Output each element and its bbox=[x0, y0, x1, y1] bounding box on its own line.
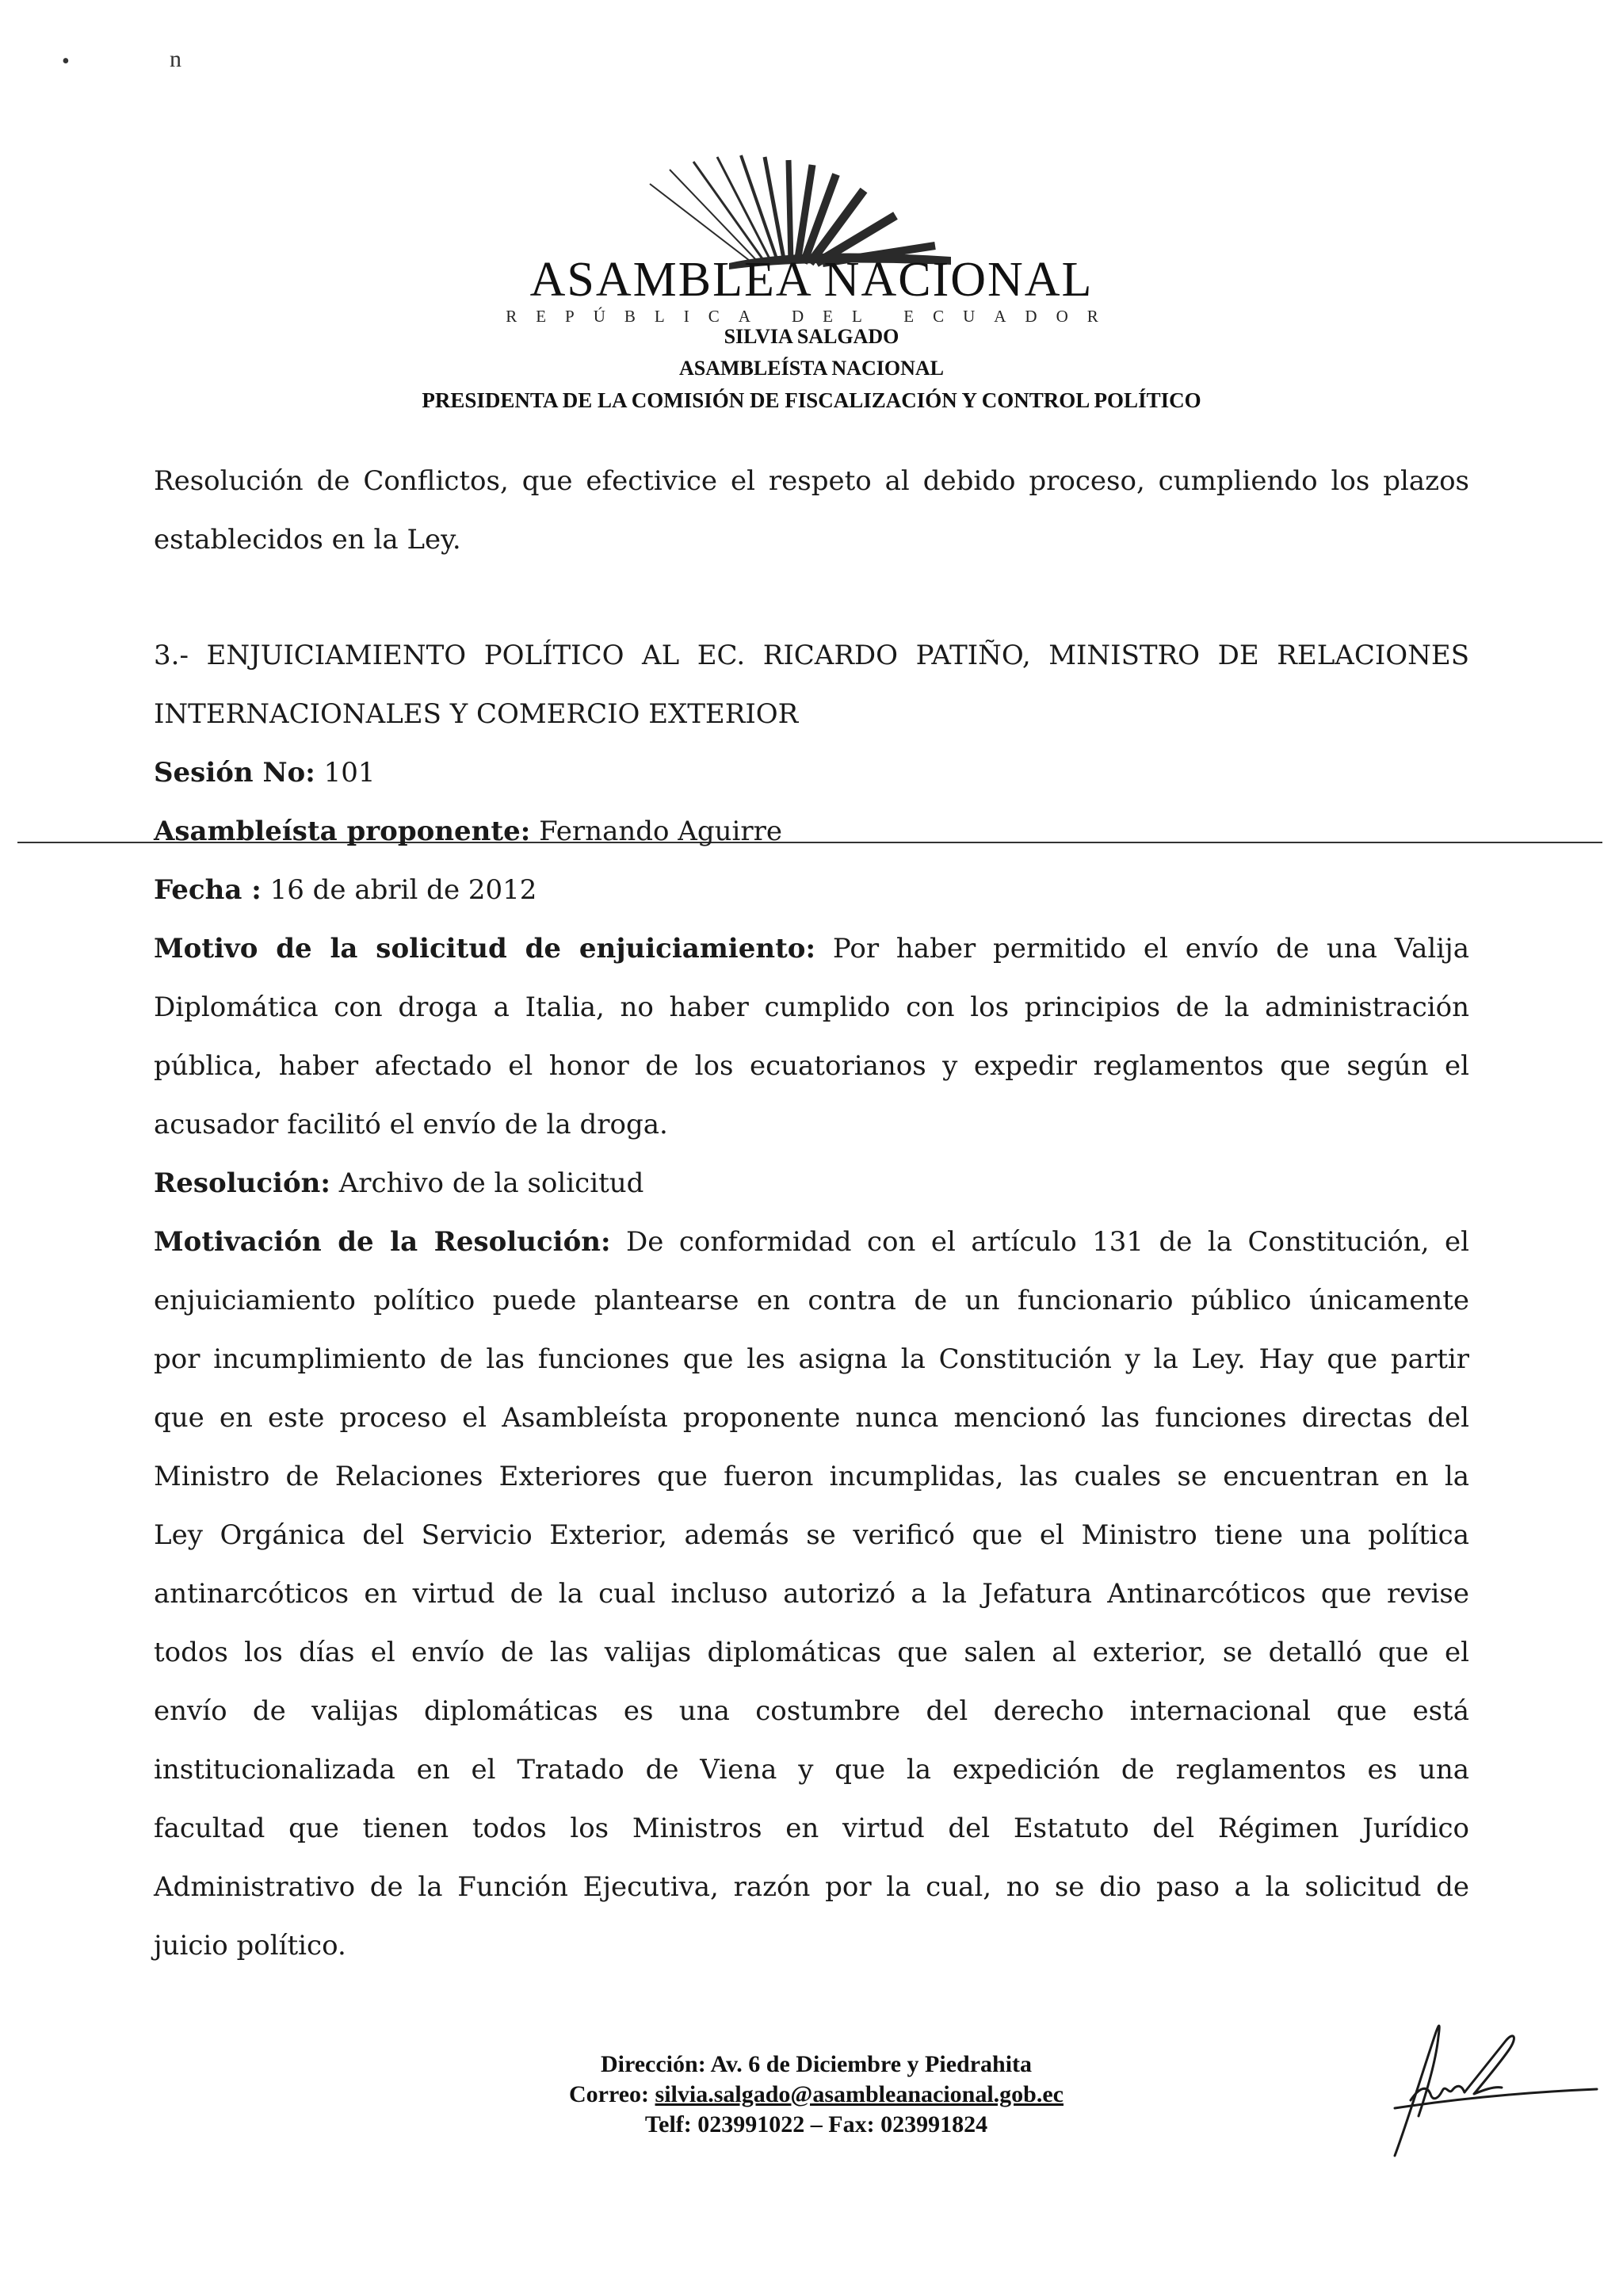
session-row bbox=[154, 743, 1469, 802]
section-heading-line-2: INTERNACIONALES Y COMERCIO EXTERIOR bbox=[154, 698, 799, 730]
motivation-line-11: facultad que tienen todos los Ministros en virtud del Estatuto del Régimen Jurídico bbox=[154, 1813, 1469, 1844]
motive-label: Motivo de la solicitud de enjuiciamiento: bbox=[154, 933, 816, 965]
footer-email-label: Correo: bbox=[568, 2081, 655, 2107]
motivation-line-13: juicio político. bbox=[154, 1930, 346, 1962]
motivation-line-5: Ministro de Relaciones Exteriores que fueron incumplidas, las cuales se encuentran en la bbox=[154, 1461, 1469, 1492]
proponent-label: Asambleísta proponente: bbox=[154, 816, 531, 847]
header-person-role: ASAMBLEÍSTA NACIONAL bbox=[679, 357, 944, 380]
footer-phones: Telf: 023991022 – Fax: 023991824 bbox=[644, 2111, 988, 2137]
motivation-line-9: envío de valijas diplomáticas es una costumbre del derecho internacional que está bbox=[154, 1695, 1469, 1727]
org-name: ASAMBLEA NACIONAL bbox=[529, 253, 1094, 307]
resolution-value: Archivo de la solicitud bbox=[330, 1167, 644, 1199]
motive-line-1 bbox=[154, 919, 1469, 978]
footer-email-link[interactable]: silvia.salgado@asambleanacional.gob.ec bbox=[655, 2081, 1064, 2107]
motivation-line-10: institucionalizada en el Tratado de Viena y que la expedición de reglamentos es una bbox=[154, 1754, 1469, 1786]
motivation-line-1 bbox=[154, 1213, 1469, 1271]
date-value: 16 de abril de 2012 bbox=[261, 874, 537, 906]
continuation-line-2: establecidos en la Ley. bbox=[154, 524, 461, 556]
motivation-line-12: Administrativo de la Función Ejecutiva, razón por la cual, no se dio paso a la solicitud de bbox=[154, 1871, 1469, 1903]
proponent-row bbox=[154, 802, 1469, 861]
header-person-name: SILVIA SALGADO bbox=[724, 325, 899, 348]
resolution-row bbox=[154, 1154, 1469, 1213]
header-person-title: PRESIDENTA DE LA COMISIÓN DE FISCALIZACIÓN Y CONTROL POLÍTICO bbox=[422, 388, 1201, 412]
motive-text-1: Por haber permitido el envío de una Valija bbox=[815, 933, 1469, 965]
stray-mark-dot: • bbox=[62, 49, 70, 74]
continuation-line-1: Resolución de Conflictos, que efectivice el respeto al debido proceso, cumpliendo los plazos bbox=[154, 465, 1469, 497]
proponent-value: Fernando Aguirre bbox=[530, 816, 783, 847]
section-heading-line-1: 3.- ENJUICIAMIENTO POLÍTICO AL EC. RICARDO PATIÑO, MINISTRO DE RELACIONES bbox=[154, 640, 1469, 671]
session-label: Sesión No: bbox=[154, 757, 315, 789]
date-row bbox=[154, 861, 1469, 919]
footer-email-row bbox=[428, 2081, 1205, 2108]
date-label: Fecha : bbox=[154, 874, 262, 906]
stray-mark-letter: n bbox=[170, 46, 181, 72]
motivation-line-7: antinarcóticos en virtud de la cual incluso autorizó a la Jefatura Antinarcóticos que revise bbox=[154, 1578, 1469, 1610]
signature-icon bbox=[1363, 2005, 1601, 2164]
motive-line-2: Diplomática con droga a Italia, no haber cumplido con los principios de la administración bbox=[154, 991, 1469, 1023]
org-subtitle: REPÚBLICA DEL ECUADOR bbox=[506, 307, 1117, 326]
motive-line-4: acusador facilitó el envío de la droga. bbox=[154, 1109, 668, 1140]
motivation-text-1: De conformidad con el artículo 131 de la Constitución, el bbox=[610, 1226, 1470, 1258]
motivation-line-6: Ley Orgánica del Servicio Exterior, además se verificó que el Ministro tiene una política bbox=[154, 1519, 1469, 1551]
motivation-line-4: que en este proceso el Asambleísta proponente nunca mencionó las funciones directas del bbox=[154, 1402, 1469, 1434]
motivation-label: Motivación de la Resolución: bbox=[154, 1226, 611, 1258]
session-value: 101 bbox=[315, 757, 376, 789]
motivation-line-2: enjuiciamiento político puede plantearse en contra de un funcionario público únicamente bbox=[154, 1285, 1469, 1316]
motivation-line-3: por incumplimiento de las funciones que les asigna la Constitución y la Ley. Hay que partir bbox=[154, 1343, 1469, 1375]
footer-address: Dirección: Av. 6 de Diciembre y Piedrahita bbox=[600, 2051, 1033, 2077]
motive-line-3: pública, haber afectado el honor de los ecuatorianos y expedir reglamentos que según el bbox=[154, 1050, 1469, 1082]
resolution-label: Resolución: bbox=[154, 1167, 330, 1199]
motivation-line-8: todos los días el envío de las valijas diplomáticas que salen al exterior, se detalló que el bbox=[154, 1637, 1469, 1668]
